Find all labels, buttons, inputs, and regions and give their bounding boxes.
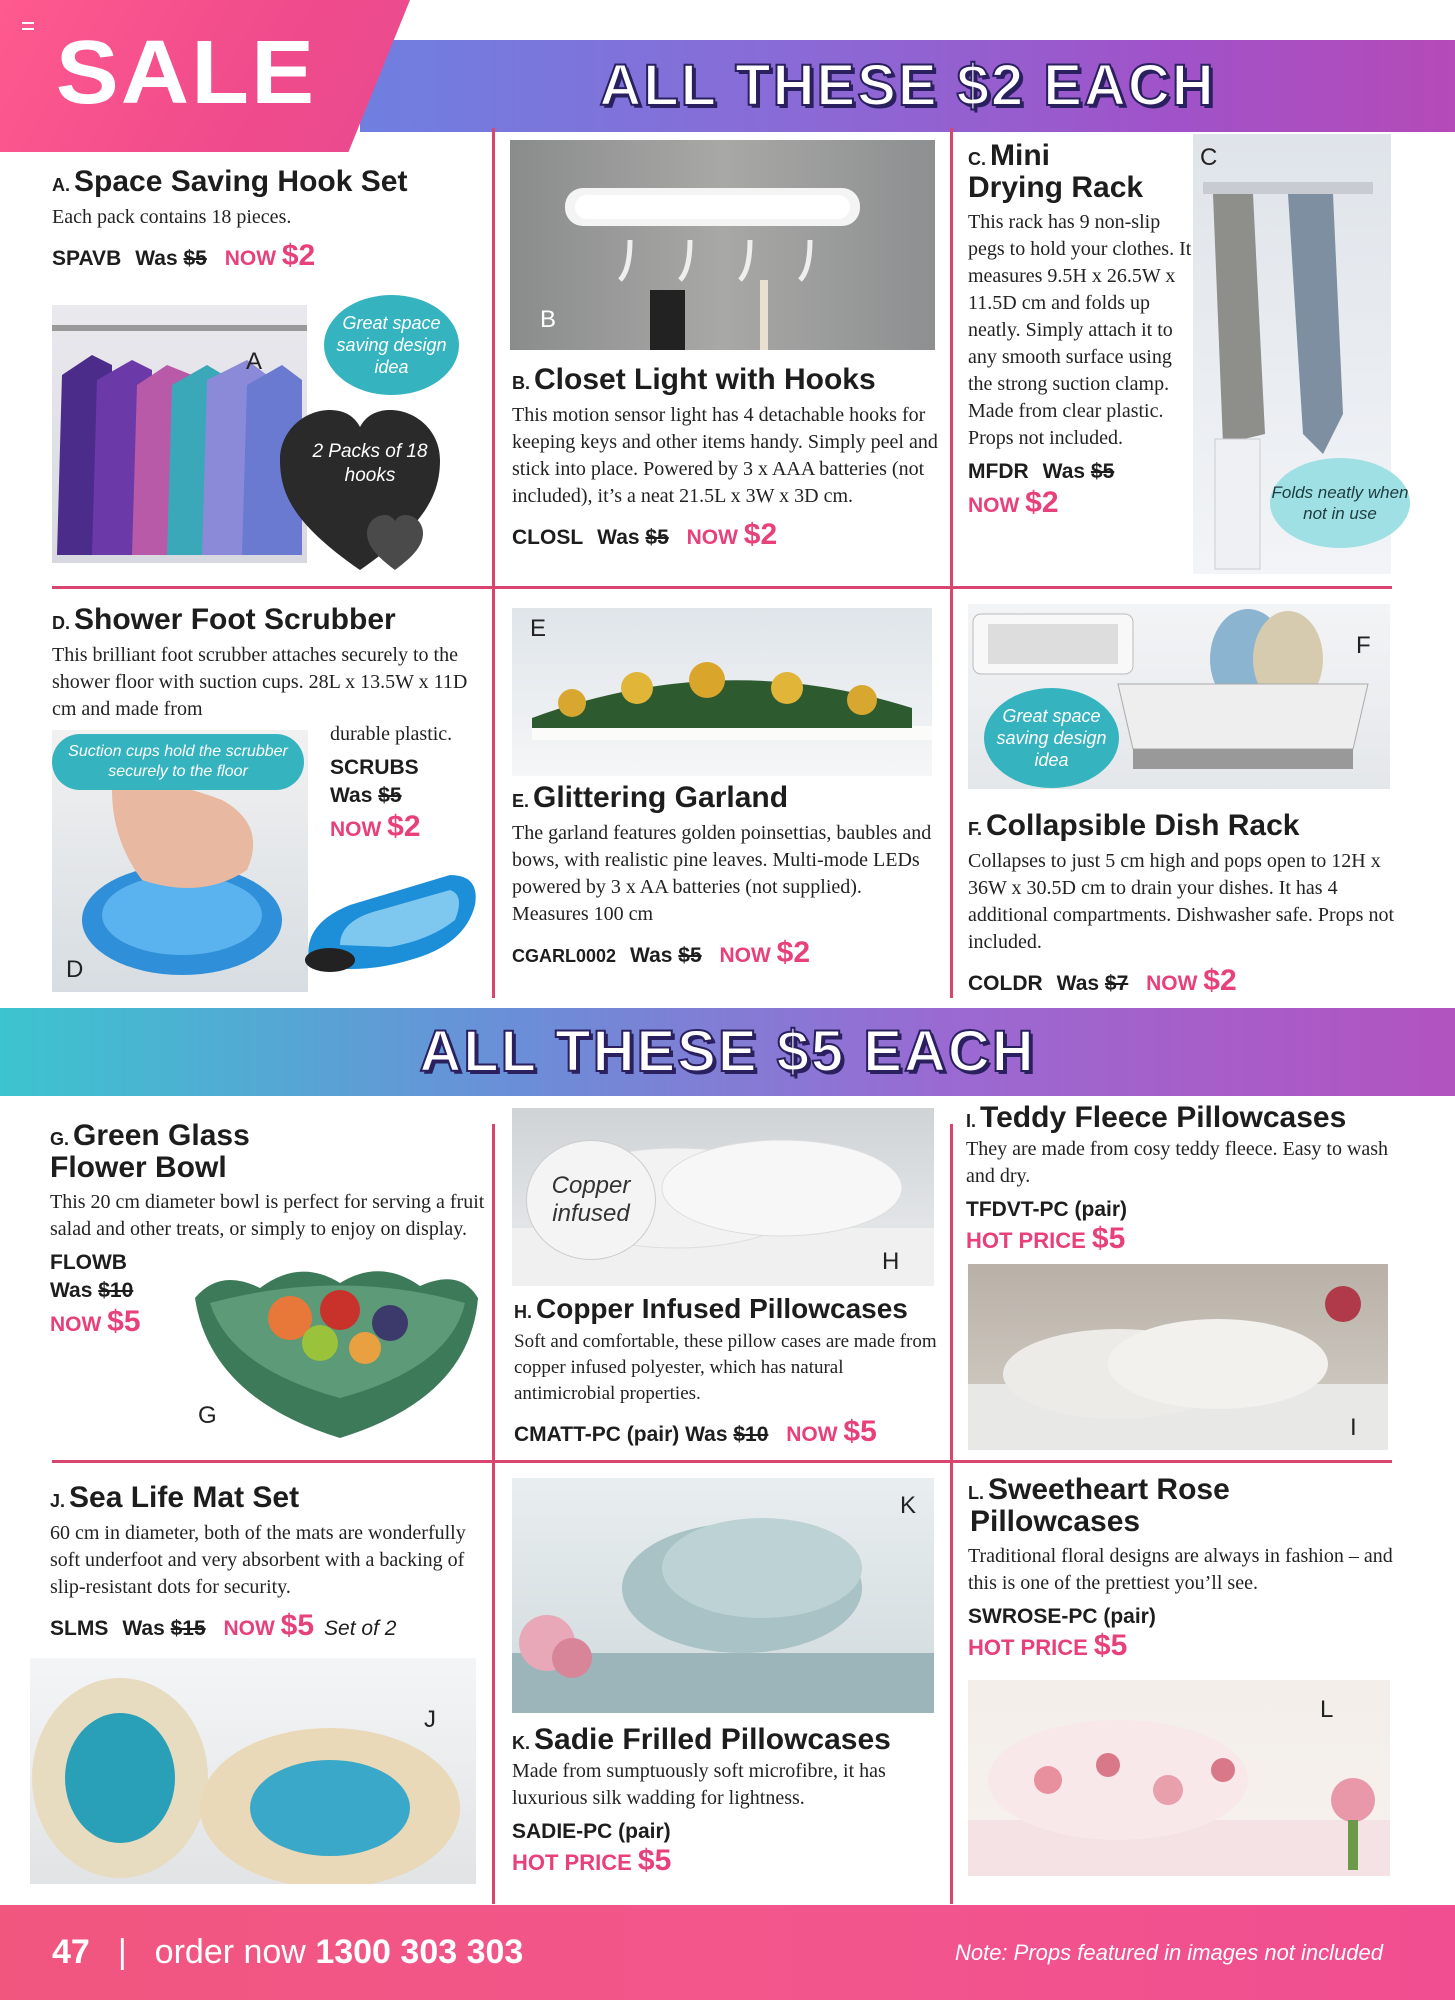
product-title: H. Copper Infused Pillowcases (514, 1293, 908, 1324)
product-code: SCRUBS (330, 756, 419, 779)
product-description: Collapses to just 5 cm high and pops open to 12H x 36W x 30.5D cm to drain your dishes. It has 4 additional compartments. Dishwasher safe. Props not included. (968, 849, 1395, 953)
footer-order (52, 1905, 523, 2000)
product-f (968, 810, 1398, 998)
divider (492, 128, 495, 998)
product-description: This motion sensor light has 4 detachable hooks for keeping keys and other items handy. Simply peel and stick into place. Powered by 3 x AAA batteries (not included), it’s a neat 21.5L x 3W x 3D cm. (512, 403, 938, 507)
product-d (52, 604, 482, 723)
teddy-pillow-image (968, 1264, 1388, 1450)
garland-image (512, 608, 932, 776)
phone-number[interactable]: 1300 303 303 (315, 1933, 524, 1971)
divider (52, 1460, 1392, 1463)
product-code: TFDVT-PC (pair) (966, 1197, 1127, 1221)
product-code: FLOWB (50, 1251, 127, 1274)
image-label-c: C (1200, 144, 1218, 171)
image-label-l: L (1320, 1696, 1334, 1723)
price-was: Was $10 (50, 1279, 134, 1302)
product-description-end: durable plastic. (330, 723, 453, 745)
product-description: Made from sumptuously soft microfibre, it has luxurious silk wadding for lightness. (512, 1759, 886, 1809)
price-hot: HOT PRICE $5 (968, 1629, 1128, 1662)
product-title: I. Teddy Fleece Pillowcases (966, 1101, 1347, 1134)
image-label-i: I (1350, 1414, 1357, 1441)
product-title: F. Collapsible Dish Rack (968, 809, 1300, 842)
price-hot: HOT PRICE $5 (512, 1843, 672, 1877)
product-a (52, 166, 482, 273)
mid-banner (0, 1008, 1455, 1096)
space-saving-badge: Great space saving design idea (324, 295, 459, 395)
product-i (966, 1102, 1396, 1256)
image-label-a: A (246, 348, 263, 375)
product-image-b (510, 140, 935, 350)
sea-life-mats-image (30, 1658, 476, 1884)
product-e (512, 782, 942, 970)
banner-5-each: ALL THESE $5 EACH (419, 1019, 1036, 1084)
price-line: SLMS Was $15 NOW $5 Set of 2 (50, 1608, 397, 1642)
image-label-k: K (900, 1492, 917, 1519)
order-label: order now (154, 1933, 306, 1971)
hanging-shirts-image (52, 305, 307, 563)
product-description: This brilliant foot scrubber attaches securely to the shower floor with suction cups. 28L x 13.5W x 11D cm and made from (52, 643, 468, 720)
suction-cups-callout: Suction cups hold the scrubber securely to the floor (52, 734, 304, 790)
product-title: J. Sea Life Mat Set (50, 1481, 300, 1514)
product-description: They are made from cosy teddy fleece. Easy to wash and dry. (966, 1137, 1389, 1187)
price-line: MFDR Was $5 (968, 460, 1115, 483)
product-title: L. Sweetheart Rose Pillowcases (968, 1473, 1230, 1538)
props-note: Note: Props featured in images not included (954, 1940, 1383, 1965)
price-line: CLOSL Was $5 NOW $2 (512, 517, 778, 551)
product-title: B. Closet Light with Hooks (512, 363, 876, 396)
product-l (968, 1474, 1408, 1663)
image-label-d: D (66, 956, 84, 983)
divider (492, 1124, 495, 1904)
price-line: COLDR Was $7 NOW $2 (968, 963, 1237, 997)
page-number: 47 (52, 1933, 90, 1971)
folds-neatly-badge: Folds neatly when not in use (1270, 458, 1410, 548)
divider (950, 128, 953, 998)
two-packs-label: 2 Packs of 18 hooks (312, 441, 428, 486)
product-description: Each pack contains 18 pieces. (52, 205, 292, 228)
product-h (514, 1294, 944, 1449)
product-image-a (52, 305, 307, 563)
product-b (512, 364, 942, 552)
divider (52, 586, 1392, 589)
flower-bowl-image (190, 1248, 482, 1448)
product-title: C. Mini Drying Rack (968, 139, 1144, 204)
menu-icon[interactable] (22, 22, 34, 30)
price-now: NOW $2 (968, 486, 1059, 519)
product-description: Soft and comfortable, these pillow cases are made from copper infused polyester, which has natural antimicrobial properties. (514, 1331, 937, 1405)
product-description: 60 cm in diameter, both of the mats are wonderfully soft underfoot and very absorbent with a backing of slip-resistant dots for security. (50, 1521, 466, 1598)
image-label-f: F (1356, 632, 1371, 659)
space-saving-badge: Great space saving design idea (984, 688, 1119, 788)
product-title: G. Green Glass Flower Bowl (50, 1119, 250, 1184)
price-line: SPAVB Was $5 NOW $2 (52, 238, 316, 272)
price-hot: HOT PRICE $5 (966, 1221, 1126, 1255)
image-label-g: G (198, 1402, 217, 1429)
copper-infused-badge: Copper infused (526, 1140, 656, 1260)
sale-heading: SALE (55, 23, 317, 123)
banner-2-each: ALL THESE $2 EACH (599, 53, 1216, 118)
product-image-k (512, 1478, 934, 1713)
image-label-j: J (424, 1706, 436, 1733)
product-description: The garland features golden poinsettias, baubles and bows, with realistic pine leaves. Multi-mode LEDs powered by 3 x AA batteries (not supplied). Measures 100 cm (512, 821, 932, 925)
product-title: D. Shower Foot Scrubber (52, 603, 396, 636)
product-title: A. Space Saving Hook Set (52, 165, 408, 198)
price-now: NOW $2 (330, 810, 421, 843)
product-image-e (512, 608, 932, 776)
price-now: NOW $5 (50, 1305, 141, 1338)
product-description: Traditional floral designs are always in fashion – and this is one of the prettiest you’ll see. (968, 1545, 1393, 1594)
product-description: This 20 cm diameter bowl is perfect for serving a fruit salad and other treats, or simply to enjoy on display. (50, 1191, 485, 1240)
top-banner (0, 0, 1455, 135)
product-k (512, 1724, 942, 1878)
image-label-h: H (882, 1248, 900, 1275)
footer (0, 1905, 1455, 2000)
image-label-b: B (540, 306, 557, 333)
heart-hook-image (275, 405, 445, 580)
product-title: K. Sadie Frilled Pillowcases (512, 1723, 891, 1756)
product-code: SWROSE-PC (pair) (968, 1605, 1156, 1628)
product-description: This rack has 9 non-slip pegs to hold your clothes. It measures 9.5H x 26.5W x 11.5D cm and folds up neatly. Simply attach it to any smooth surface using the strong suction clamp. Made from clear plastic. Props not included. (968, 211, 1192, 449)
price-was: Was $5 (330, 784, 402, 807)
product-d-price (330, 721, 490, 844)
divider (950, 1124, 953, 1904)
image-label-e: E (530, 615, 547, 642)
product-c (968, 140, 1193, 520)
product-j (50, 1482, 490, 1643)
price-line: CGARL0002 Was $5 NOW $2 (512, 935, 811, 969)
product-title: E. Glittering Garland (512, 781, 789, 814)
product-image-i (968, 1264, 1388, 1450)
footer-separator: | (117, 1933, 127, 1971)
price-line: CMATT-PC (pair) Was $10 NOW $5 (514, 1415, 877, 1449)
product-image-j (30, 1658, 476, 1884)
closet-light-image (510, 140, 935, 350)
scrubber-product-image (290, 865, 480, 985)
product-code: SADIE-PC (pair) (512, 1819, 671, 1843)
sadie-pillow-image (512, 1478, 934, 1713)
